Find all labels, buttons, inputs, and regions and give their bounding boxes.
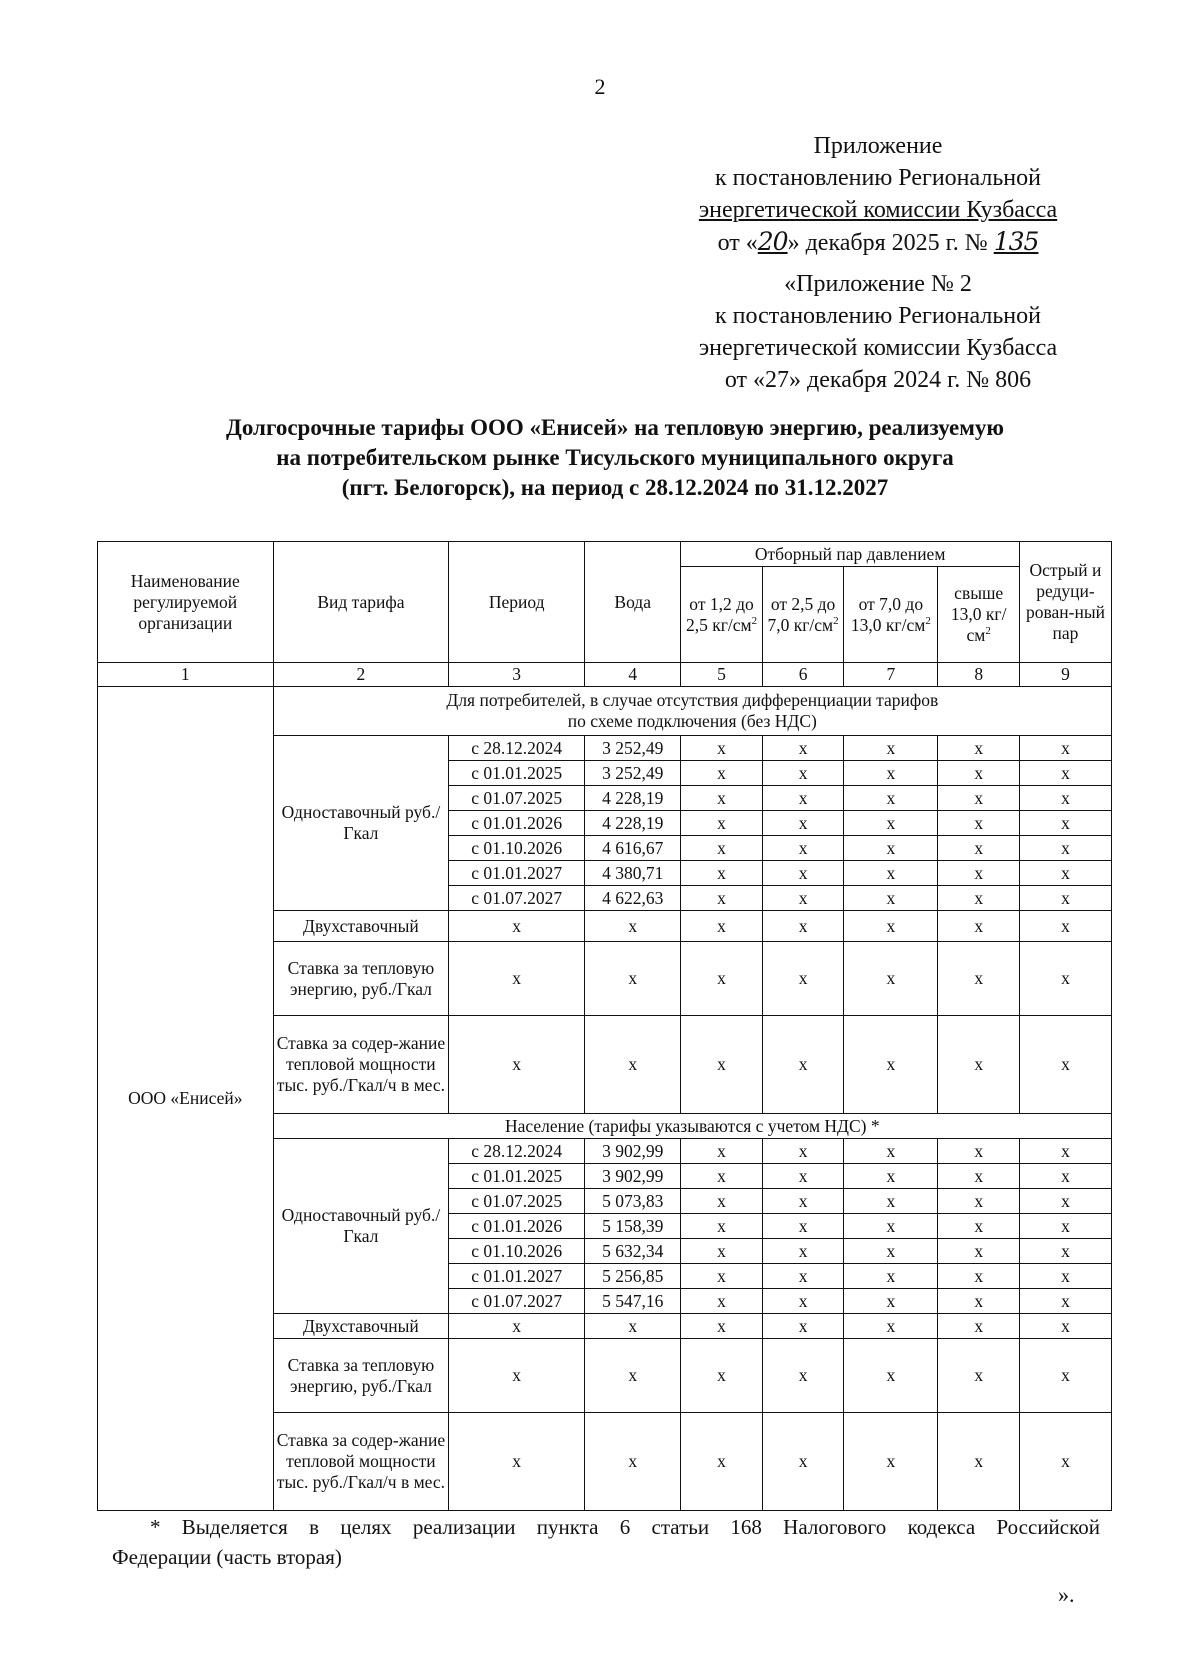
x-cell: х — [844, 1164, 938, 1189]
x-cell: х — [938, 761, 1020, 786]
x-cell: х — [681, 1264, 763, 1289]
x-cell: х — [844, 1264, 938, 1289]
two-rate-label: Двухставочный — [273, 911, 449, 942]
footnote — [112, 1512, 1100, 1572]
x-cell: х — [938, 861, 1020, 886]
x-cell: х — [762, 761, 844, 786]
x-cell: х — [1019, 786, 1111, 811]
section1-title: Для потребителей, в случае отсутствия дифференциации тарифов по схеме подключения (без НДС) — [273, 687, 1111, 736]
x-cell: х — [681, 1314, 763, 1339]
appendix-line: Приложение — [813, 133, 943, 159]
x-cell: х — [762, 886, 844, 911]
x-cell: х — [762, 1016, 844, 1114]
x-cell: х — [1019, 1339, 1111, 1413]
x-cell: х — [1019, 1314, 1111, 1339]
water-cell: 4 380,71 — [585, 861, 681, 886]
x-cell: х — [844, 1016, 938, 1114]
title-line: (пгт. Белогорск), на период с 28.12.2024 по 31.12.2027 — [341, 475, 889, 500]
date-mid: » декабря 2025 г. № — [787, 230, 988, 256]
period-cell: с 01.01.2026 — [449, 1214, 585, 1239]
water-cell: 5 256,85 — [585, 1264, 681, 1289]
x-cell: х — [762, 1413, 844, 1511]
period-cell: с 28.12.2024 — [449, 1139, 585, 1164]
header-tariff-type: Вид тарифа — [273, 542, 449, 663]
col-number: 6 — [762, 663, 844, 687]
period-cell: с 01.01.2027 — [449, 861, 585, 886]
x-cell: х — [938, 1314, 1020, 1339]
header-p4: свыше 13,0 $кг/см^2$ — [938, 567, 1020, 663]
col-number: 7 — [844, 663, 938, 687]
two-rate-label: Двухставочный — [273, 1314, 449, 1339]
x-cell: х — [681, 761, 763, 786]
x-cell: х — [585, 1413, 681, 1511]
water-cell: 5 158,39 — [585, 1214, 681, 1239]
x-cell: х — [1019, 1016, 1111, 1114]
x-cell: х — [938, 1264, 1020, 1289]
x-cell: х — [844, 836, 938, 861]
x-cell: х — [762, 1139, 844, 1164]
x-cell: х — [1019, 836, 1111, 861]
x-cell: х — [681, 1413, 763, 1511]
appendix2-line: энергетической комиссии Кузбасса — [698, 335, 1058, 361]
header-water: Вода — [585, 542, 681, 663]
period-cell: с 28.12.2024 — [449, 736, 585, 761]
x-cell: х — [585, 942, 681, 1016]
period-cell: с 01.10.2026 — [449, 1239, 585, 1264]
water-cell: 5 547,16 — [585, 1289, 681, 1314]
handwritten-number: 135 — [993, 227, 1039, 256]
col-number: 2 — [273, 663, 449, 687]
x-cell: х — [844, 942, 938, 1016]
x-cell: х — [762, 1189, 844, 1214]
x-cell: х — [938, 1339, 1020, 1413]
header-p1: от 1,2 до 2,5 $кг/см^2$ — [681, 567, 763, 663]
x-cell: х — [681, 811, 763, 836]
x-cell: х — [681, 861, 763, 886]
x-cell: х — [449, 1016, 585, 1114]
footnote-line: Федерации (часть вторая) — [112, 1545, 342, 1569]
water-cell: 3 252,49 — [585, 761, 681, 786]
appendix-line: энергетической комиссии Кузбасса — [698, 197, 1058, 223]
col-number: 5 — [681, 663, 763, 687]
title-line: Долгосрочные тарифы ООО «Енисей» на тепловую энергию, реализуемую — [226, 415, 1004, 440]
x-cell: х — [844, 1289, 938, 1314]
period-cell: с 01.01.2027 — [449, 1264, 585, 1289]
x-cell: х — [762, 1239, 844, 1264]
title-line: на потребительском рынке Тисульского муниципального округа — [276, 445, 954, 470]
x-cell: х — [1019, 811, 1111, 836]
x-cell: х — [844, 811, 938, 836]
x-cell: х — [762, 811, 844, 836]
x-cell: х — [1019, 886, 1111, 911]
appendix-header — [668, 130, 1088, 259]
x-cell: х — [762, 736, 844, 761]
x-cell: х — [938, 911, 1020, 942]
header-org: Наименование регулируемой организации — [98, 542, 274, 663]
appendix2-line: к постановлению Региональной — [715, 303, 1041, 329]
heat-rate-label: Ставка за тепловую энергию, руб./Гкал — [273, 1339, 449, 1413]
x-cell: х — [681, 1214, 763, 1239]
x-cell: х — [762, 786, 844, 811]
x-cell: х — [762, 1289, 844, 1314]
x-cell: х — [844, 1239, 938, 1264]
x-cell: х — [844, 1413, 938, 1511]
page-number: 2 — [594, 74, 606, 99]
x-cell: х — [449, 1314, 585, 1339]
x-cell: х — [1019, 736, 1111, 761]
water-cell: 3 902,99 — [585, 1164, 681, 1189]
water-cell: 4 228,19 — [585, 786, 681, 811]
x-cell: х — [844, 861, 938, 886]
column-numbers-row — [98, 663, 1112, 687]
water-cell: 5 073,83 — [585, 1189, 681, 1214]
x-cell: х — [1019, 1164, 1111, 1189]
col-number: 1 — [98, 663, 274, 687]
tariff-table — [97, 541, 1112, 1511]
x-cell: х — [938, 811, 1020, 836]
x-cell: х — [585, 1016, 681, 1114]
org-name-cell: ООО «Енисей» — [98, 687, 274, 1511]
header-p3: от 7,0 до 13,0 $кг/см^2$ — [844, 567, 938, 663]
x-cell: х — [1019, 1214, 1111, 1239]
period-cell: с 01.07.2027 — [449, 1289, 585, 1314]
x-cell: х — [844, 1189, 938, 1214]
section2-title: Население (тарифы указываются с учетом НДС) * — [273, 1114, 1111, 1139]
x-cell: х — [762, 911, 844, 942]
x-cell: х — [762, 1214, 844, 1239]
x-cell: х — [762, 1314, 844, 1339]
col-number: 3 — [449, 663, 585, 687]
x-cell: х — [938, 786, 1020, 811]
x-cell: х — [762, 1264, 844, 1289]
period-cell: с 01.10.2026 — [449, 836, 585, 861]
x-cell: х — [844, 786, 938, 811]
x-cell: х — [585, 911, 681, 942]
x-cell: х — [938, 836, 1020, 861]
x-cell: х — [1019, 1239, 1111, 1264]
x-cell: х — [1019, 1413, 1111, 1511]
header-period: Период — [449, 542, 585, 663]
x-cell: х — [1019, 1189, 1111, 1214]
x-cell: х — [1019, 861, 1111, 886]
appendix2-header — [668, 268, 1088, 396]
x-cell: х — [681, 836, 763, 861]
period-cell: с 01.01.2025 — [449, 761, 585, 786]
period-cell: с 01.01.2026 — [449, 811, 585, 836]
period-cell: с 01.01.2025 — [449, 1164, 585, 1189]
heat-rate-label: Ставка за тепловую энергию, руб./Гкал — [273, 942, 449, 1016]
x-cell: х — [938, 1239, 1020, 1264]
x-cell: х — [449, 911, 585, 942]
x-cell: х — [844, 1314, 938, 1339]
appendix2-line: «Приложение № 2 — [784, 271, 972, 297]
x-cell: х — [681, 786, 763, 811]
appendix-date-line — [668, 226, 1088, 259]
water-cell: 4 622,63 — [585, 886, 681, 911]
header-row — [98, 542, 1112, 567]
x-cell: х — [844, 736, 938, 761]
capacity-rate-label: Ставка за содер-жание тепловой мощности тыс. руб./Гкал/ч в мес. — [273, 1016, 449, 1114]
document-title — [120, 413, 1110, 503]
x-cell: х — [844, 1139, 938, 1164]
col-number: 8 — [938, 663, 1020, 687]
x-cell: х — [762, 942, 844, 1016]
x-cell: х — [938, 1289, 1020, 1314]
x-cell: х — [681, 1289, 763, 1314]
header-steam-group: Отборный пар давлением — [681, 542, 1020, 567]
x-cell: х — [1019, 761, 1111, 786]
date-prefix: от « — [717, 230, 758, 256]
x-cell: х — [681, 1339, 763, 1413]
x-cell: х — [844, 1339, 938, 1413]
water-cell: 5 632,34 — [585, 1239, 681, 1264]
x-cell: х — [681, 942, 763, 1016]
x-cell: х — [844, 761, 938, 786]
x-cell: х — [449, 1339, 585, 1413]
footnote-line: * Выделяется в целях реализации пункта 6 статьи 168 Налогового кодекса Российской — [150, 1515, 1100, 1539]
x-cell: х — [1019, 1264, 1111, 1289]
x-cell: х — [681, 1239, 763, 1264]
x-cell: х — [681, 886, 763, 911]
appendix2-line: от «27» декабря 2024 г. № 806 — [724, 367, 1032, 393]
header-sharp-steam: Острый и редуци-рован-ный пар — [1019, 542, 1111, 663]
x-cell: х — [762, 1164, 844, 1189]
x-cell: х — [449, 1413, 585, 1511]
x-cell: х — [938, 736, 1020, 761]
x-cell: х — [585, 1314, 681, 1339]
x-cell: х — [1019, 1289, 1111, 1314]
x-cell: х — [681, 736, 763, 761]
x-cell: х — [681, 1139, 763, 1164]
x-cell: х — [938, 1139, 1020, 1164]
header-p2: от 2,5 до 7,0 $кг/см^2$ — [762, 567, 844, 663]
x-cell: х — [938, 1413, 1020, 1511]
x-cell: х — [762, 836, 844, 861]
single-rate-label: Одноставочный руб./Гкал — [273, 736, 449, 911]
x-cell: х — [938, 1016, 1020, 1114]
x-cell: х — [585, 1339, 681, 1413]
period-cell: с 01.07.2027 — [449, 886, 585, 911]
x-cell: х — [938, 1214, 1020, 1239]
x-cell: х — [844, 1214, 938, 1239]
x-cell: х — [762, 1339, 844, 1413]
appendix-line: к постановлению Региональной — [715, 165, 1041, 191]
water-cell: 4 228,19 — [585, 811, 681, 836]
closing-quote: ». — [1058, 1582, 1075, 1607]
col-number: 4 — [585, 663, 681, 687]
water-cell: 3 902,99 — [585, 1139, 681, 1164]
section-title-row — [98, 687, 1112, 736]
x-cell: х — [938, 1164, 1020, 1189]
water-cell: 4 616,67 — [585, 836, 681, 861]
x-cell: х — [449, 942, 585, 1016]
x-cell: х — [681, 1016, 763, 1114]
x-cell: х — [938, 942, 1020, 1016]
x-cell: х — [844, 911, 938, 942]
x-cell: х — [681, 911, 763, 942]
water-cell: 3 252,49 — [585, 736, 681, 761]
period-cell: с 01.07.2025 — [449, 1189, 585, 1214]
x-cell: х — [1019, 1139, 1111, 1164]
handwritten-day: 20 — [757, 227, 788, 256]
x-cell: х — [938, 886, 1020, 911]
x-cell: х — [681, 1164, 763, 1189]
x-cell: х — [1019, 911, 1111, 942]
capacity-rate-label: Ставка за содер-жание тепловой мощности тыс. руб./Гкал/ч в мес. — [273, 1413, 449, 1511]
col-number: 9 — [1019, 663, 1111, 687]
x-cell: х — [762, 861, 844, 886]
x-cell: х — [681, 1189, 763, 1214]
x-cell: х — [844, 886, 938, 911]
x-cell: х — [1019, 942, 1111, 1016]
period-cell: с 01.07.2025 — [449, 786, 585, 811]
x-cell: х — [938, 1189, 1020, 1214]
single-rate-label: Одноставочный руб./Гкал — [273, 1139, 449, 1314]
